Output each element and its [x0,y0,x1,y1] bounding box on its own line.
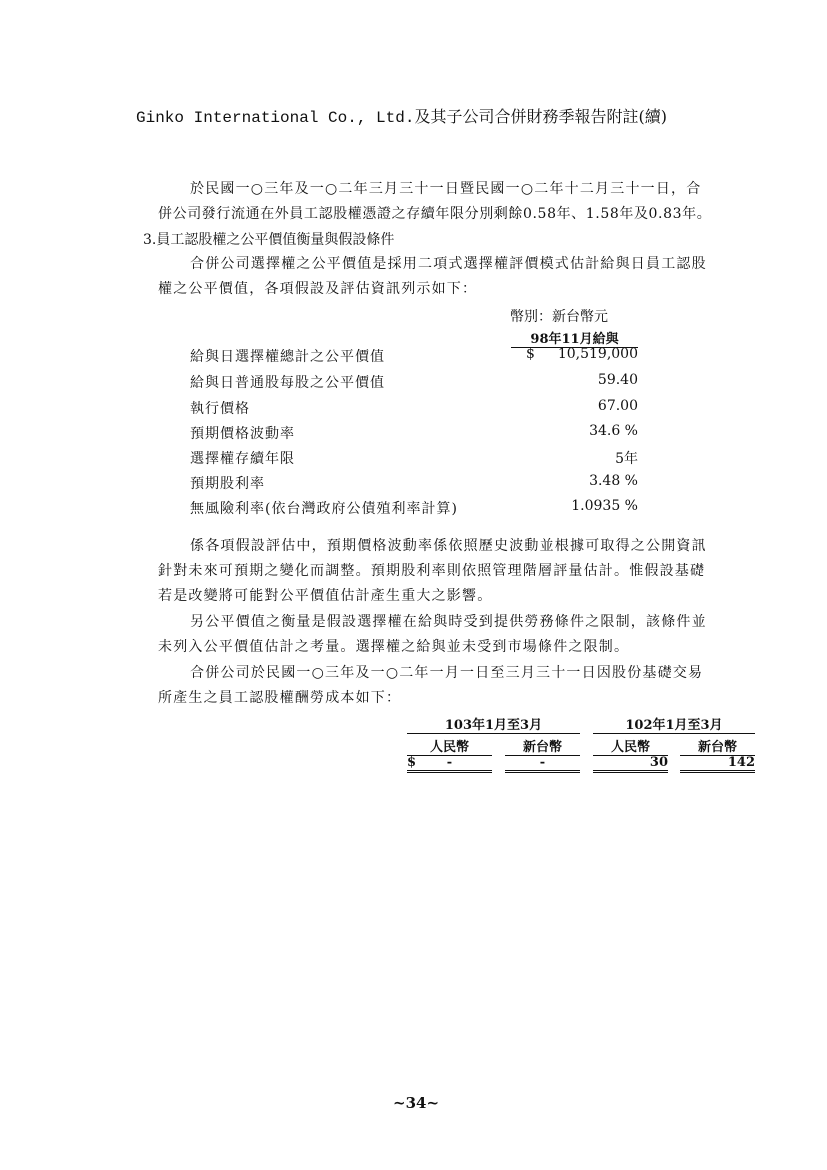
section3-title: 3.員工認股權之公平價值衡量與假設條件 [143,232,395,248]
col-rmb-2014: 人民幣 [407,736,492,756]
row-label-option-fair-value: 給與日選擇權總計之公平價值 [190,349,385,365]
col-twd-2013: 新台幣 [680,736,755,756]
page-number: ~34~ [393,1094,440,1112]
cost-twd-2014: - [505,755,580,773]
grant-column-header: 98年11月給與 [511,328,638,348]
para3-line1: 另公平價值之衡量是假設選擇權在給與時受到提供勞務條件之限制，該條件並 [190,614,707,630]
para1-line1: 於民國一○三年及一○二年三月三十一日暨民國一○二年十二月三十一日，合 [190,181,702,197]
row-label-exercise-price: 執行價格 [190,401,250,417]
para1-line2: 併公司發行流通在外員工認股權憑證之存續年限分別剩餘0.58年、1.58年及0.83年。 [158,206,712,222]
col-rmb-2013: 人民幣 [593,736,668,756]
row-value-dividend-yield: 3.48 % [589,473,638,489]
cost-rmb-2014: - [407,755,492,773]
row-label-share-fair-value: 給與日普通股每股之公平價值 [190,375,385,391]
row-label-volatility: 預期價格波動率 [190,426,295,442]
row-label-option-life: 選擇權存續年限 [190,451,295,467]
row-value-risk-free-rate: 1.0935 % [571,498,638,514]
para2-line3: 若是改變將可能對公平價值估計產生重大之影響。 [158,588,493,604]
currency-symbol: $ [526,346,535,362]
row-value-share-fair-value: 59.40 [597,372,638,388]
period-header-2014: 103年1月至3月 [407,714,580,734]
para4-line2: 所產生之員工認股權酬勞成本如下： [158,690,402,706]
section3-intro-line2: 權之公平價值，各項假設及評估資訊列示如下： [158,281,478,297]
cost-twd-2013: 142 [680,755,755,773]
header-company-name: Ginko International Co., Ltd. [136,109,415,127]
col-twd-2014: 新台幣 [505,736,580,756]
row-label-risk-free-rate: 無風險利率(依台灣政府公債殖利率計算) [190,501,458,517]
currency-note: 幣別：新台幣元 [510,309,608,325]
section3-intro-line1: 合併公司選擇權之公平價值是採用二項式選擇權評價模式估計給與日員工認股 [190,256,707,272]
row-label-dividend-yield: 預期股利率 [190,476,265,492]
cost-currency-symbol: $ [407,755,417,770]
row-value-option-fair-value: 10,519,000 [557,346,638,362]
row-value-volatility: 34.6 % [589,423,638,439]
cost-rmb-2013: 30 [593,755,668,773]
row-value-option-life: 5年 [615,451,638,467]
para2-line2: 針對未來可預期之變化而調整。預期股利率則依照管理階層評量估計。惟假設基礎 [158,563,706,579]
period-header-2013: 102年1月至3月 [593,714,755,734]
para4-line1: 合併公司於民國一○三年及一○二年一月一日至三月三十一日因股份基礎交易 [190,665,704,681]
row-value-exercise-price: 67.00 [597,398,638,414]
page-header [136,104,667,127]
para3-line2: 未列入公平價值估計之考量。選擇權之給與並未受到市場條件之限制。 [158,639,630,655]
para2-line1: 係各項假設評估中，預期價格波動率係依照歷史波動並根據可取得之公開資訊 [190,538,707,554]
header-title: 及其子公司合併財務季報告附註(續) [414,107,667,126]
